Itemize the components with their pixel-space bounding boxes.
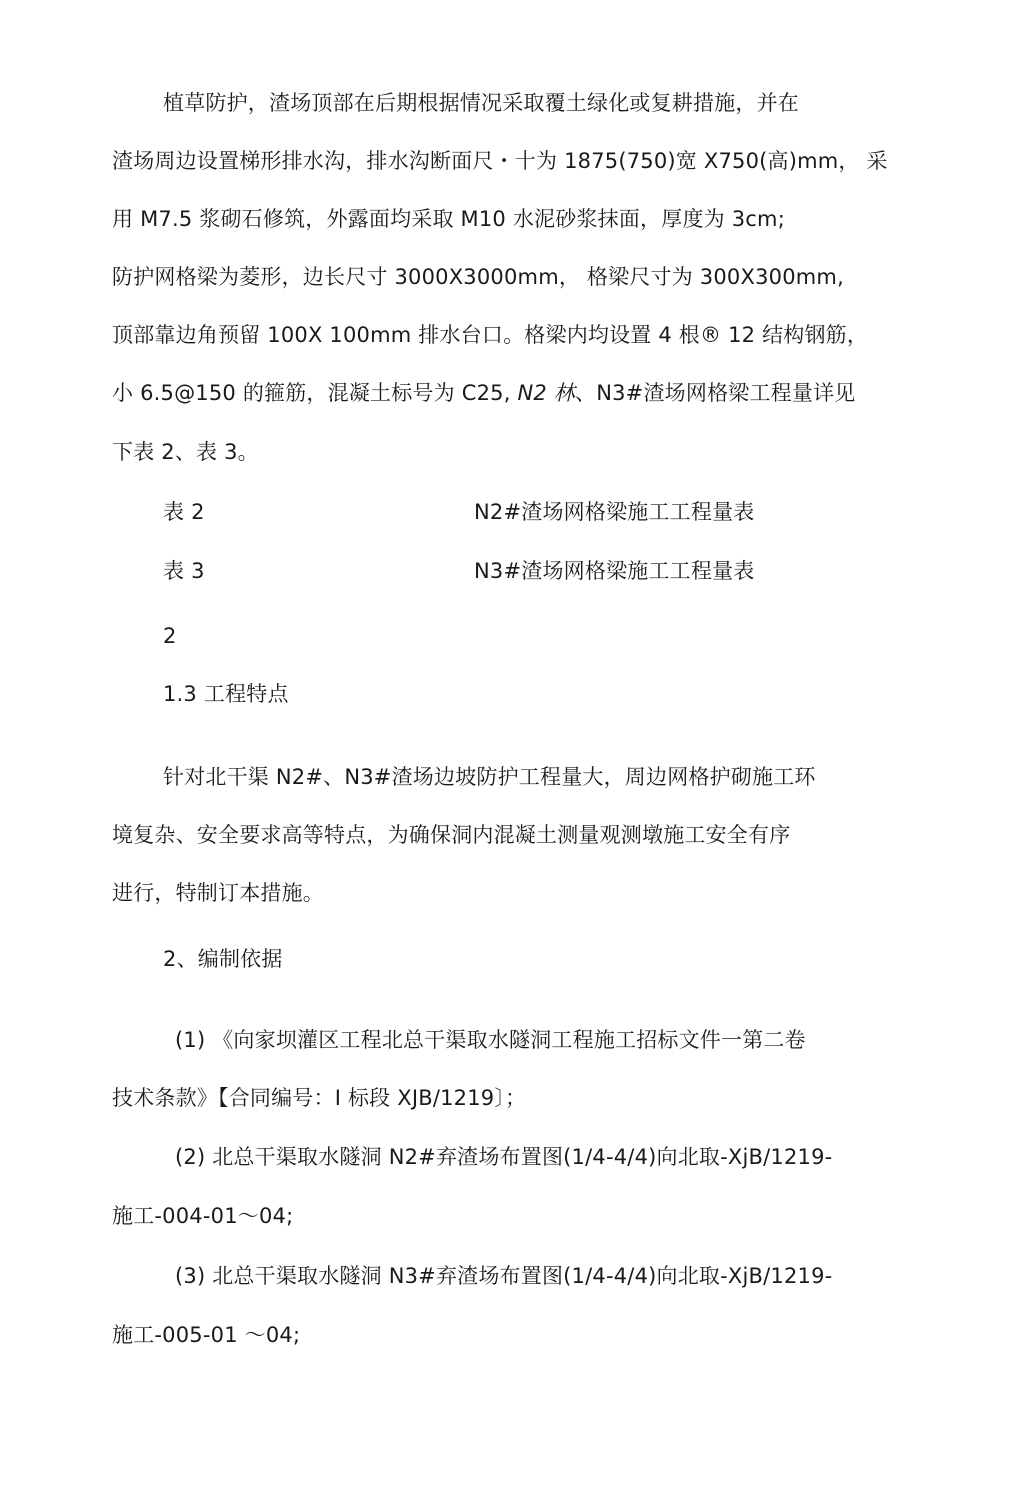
paragraph-line: 用 M7.5 浆砌石修筑，外露面均采取 M10 水泥砂浆抹面，厚度为 3cm;	[112, 207, 785, 231]
table-caption-label: 表 3	[163, 559, 205, 583]
paragraph-line: 渣场周边设置梯形排水沟，排水沟断面尺・十为 1875(750)宽 X750(高)mm， 采	[112, 149, 888, 173]
reference-item-line: (3) 北总干渠取水隧洞 N3#弃渣场布置图(1/4-4/4)向北取-XjB/1219-	[175, 1264, 833, 1288]
section-heading: 1.3 工程特点	[163, 682, 289, 706]
paragraph-line: 针对北干渠 N2#、N3#渣场边坡防护工程量大，周边网格护砌施工环	[163, 765, 816, 789]
reference-item-line: (1) 《向家坝灌区工程北总干渠取水隧洞工程施工招标文件一第二卷	[175, 1028, 806, 1052]
section-heading: 2、编制依据	[163, 947, 283, 971]
paragraph-line: 防护网格梁为菱形，边长尺寸 3000X3000mm， 格梁尺寸为 300X300mm,	[112, 265, 844, 289]
paragraph-text: 小 6.5@150 的箍筋，混凝土标号为 C25,	[112, 381, 518, 405]
page-number: 2	[163, 624, 177, 648]
reference-item-line: 技术条款》【合同编号：I 标段 XJB/1219〕；	[112, 1086, 527, 1110]
paragraph-line: 境复杂、安全要求高等特点，为确保洞内混凝土测量观测墩施工安全有序	[112, 823, 791, 847]
reference-item-line: 施工-004-01～04;	[112, 1204, 294, 1228]
paragraph-text-italic: N2 林	[517, 381, 575, 405]
table-caption-label: 表 2	[163, 500, 205, 524]
reference-item-line: (2) 北总干渠取水隧洞 N2#弃渣场布置图(1/4-4/4)向北取-XjB/1219-	[175, 1145, 833, 1169]
paragraph-text: 、N3#渣场网格梁工程量详见	[575, 381, 856, 405]
paragraph-line: 植草防护，渣场顶部在后期根据情况采取覆土绿化或复耕措施，并在	[163, 91, 799, 115]
table-caption-title: N2#渣场网格梁施工工程量表	[474, 500, 755, 524]
table-caption-title: N3#渣场网格梁施工工程量表	[474, 559, 755, 583]
paragraph-line: 下表 2、表 3。	[112, 440, 259, 464]
reference-item-line: 施工-005-01 ～04;	[112, 1323, 301, 1347]
paragraph-line	[112, 378, 855, 408]
paragraph-line: 进行，特制订本措施。	[112, 881, 324, 905]
paragraph-line: 顶部靠边角预留 100X 100mm 排水台口。格梁内均设置 4 根® 12 结构钢筋，	[112, 323, 869, 347]
